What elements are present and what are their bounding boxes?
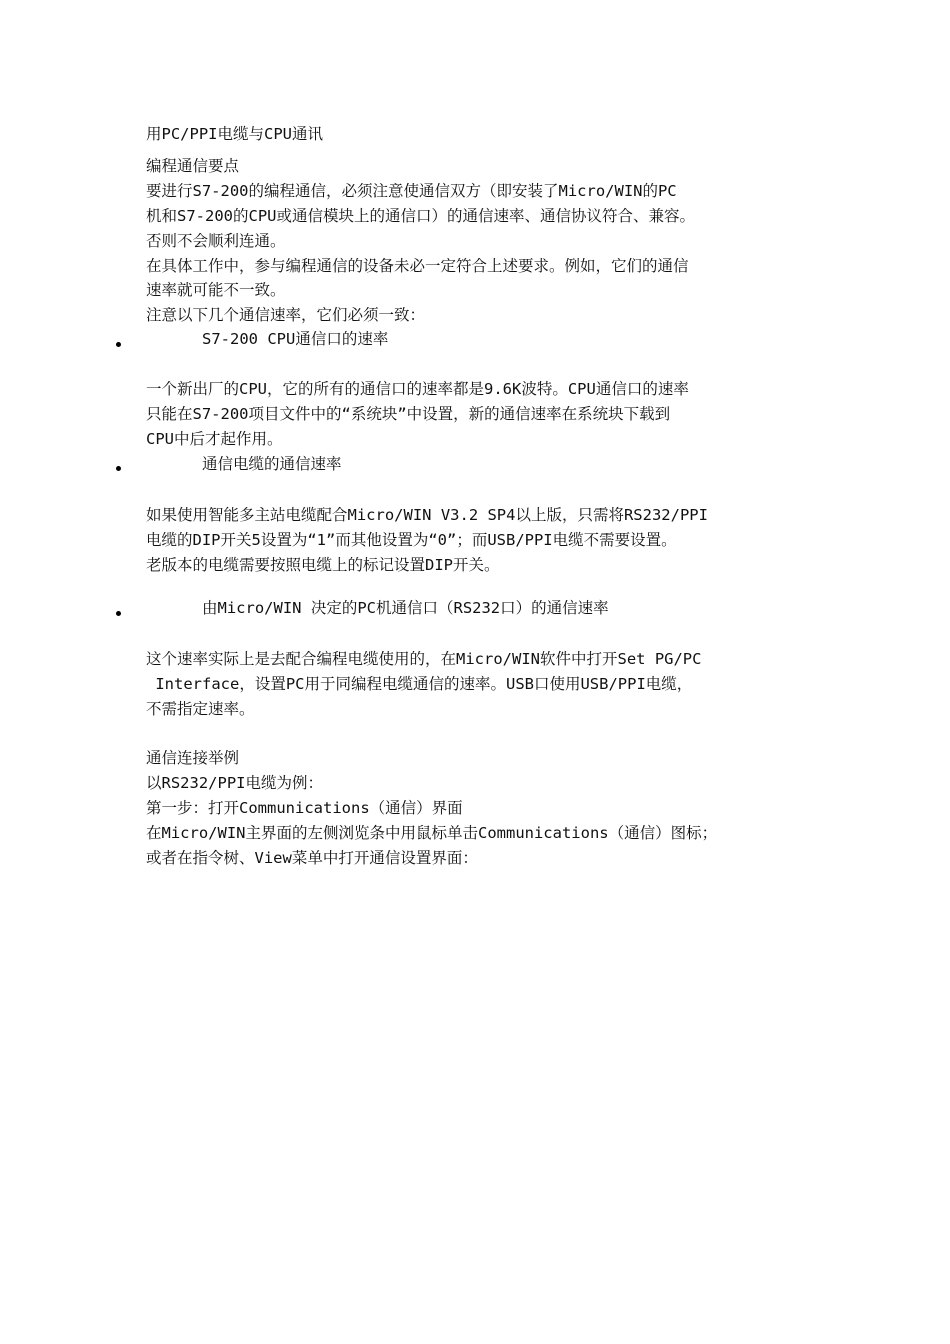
bullet-dot [116, 466, 124, 474]
paragraph-line: 第一步：打开Communications（通信）界面 [146, 799, 463, 817]
bullet-dot [116, 342, 124, 350]
paragraph-line: CPU中后才起作用。 [146, 430, 283, 448]
paragraph-line: 或者在指令树、View菜单中打开通信设置界面： [146, 849, 478, 867]
paragraph-line: Interface，设置PC用于同编程电缆通信的速率。USB口使用USB/PPI电缆， [146, 675, 693, 693]
paragraph-line: 不需指定速率。 [146, 700, 255, 718]
paragraph-line: 这个速率实际上是去配合编程电缆使用的，在Micro/WIN软件中打开Set PG/PC [146, 650, 702, 668]
section-heading-example: 通信连接举例 [146, 749, 240, 767]
paragraph-line: 只能在S7-200项目文件中的“系统块”中设置，新的通信速率在系统块下载到 [146, 405, 671, 423]
paragraph-line: 在Micro/WIN主界面的左侧浏览条中用鼠标单击Communications（通信）图标； [146, 824, 718, 842]
paragraph-line: 电缆的DIP开关5设置为“1”而其他设置为“0”；而USB/PPI电缆不需要设置。 [146, 531, 677, 549]
paragraph-line: 老版本的电缆需要按照电缆上的标记设置DIP开关。 [146, 556, 500, 574]
paragraph-line: 机和S7-200的CPU或通信模块上的通信口）的通信速率、通信协议符合、兼容。 [146, 207, 695, 225]
paragraph-line: 一个新出厂的CPU，它的所有的通信口的速率都是9.6K波特。CPU通信口的速率 [146, 380, 689, 398]
bullet-label: 通信电缆的通信速率 [202, 455, 342, 473]
bullet-label: S7-200 CPU通信口的速率 [202, 330, 389, 348]
paragraph-line: 注意以下几个通信速率，它们必须一致： [146, 306, 426, 324]
paragraph-line: 以RS232/PPI电缆为例： [146, 774, 323, 792]
paragraph-line: 在具体工作中，参与编程通信的设备未必一定符合上述要求。例如，它们的通信 [146, 257, 689, 275]
paragraph-line: 否则不会顺利连通。 [146, 232, 286, 250]
paragraph-line: 如果使用智能多主站电缆配合Micro/WIN V3.2 SP4以上版，只需将RS232/PPI [146, 506, 708, 524]
paragraph-line: 速率就可能不一致。 [146, 281, 286, 299]
paragraph-line: 要进行S7-200的编程通信，必须注意使通信双方（即安装了Micro/WIN的PC [146, 182, 677, 200]
bullet-label: 由Micro/WIN 决定的PC机通信口（RS232口）的通信速率 [202, 599, 609, 617]
section-heading-programming: 编程通信要点 [146, 157, 240, 175]
bullet-dot [116, 611, 124, 619]
document-title: 用PC/PPI电缆与CPU通讯 [146, 125, 323, 143]
